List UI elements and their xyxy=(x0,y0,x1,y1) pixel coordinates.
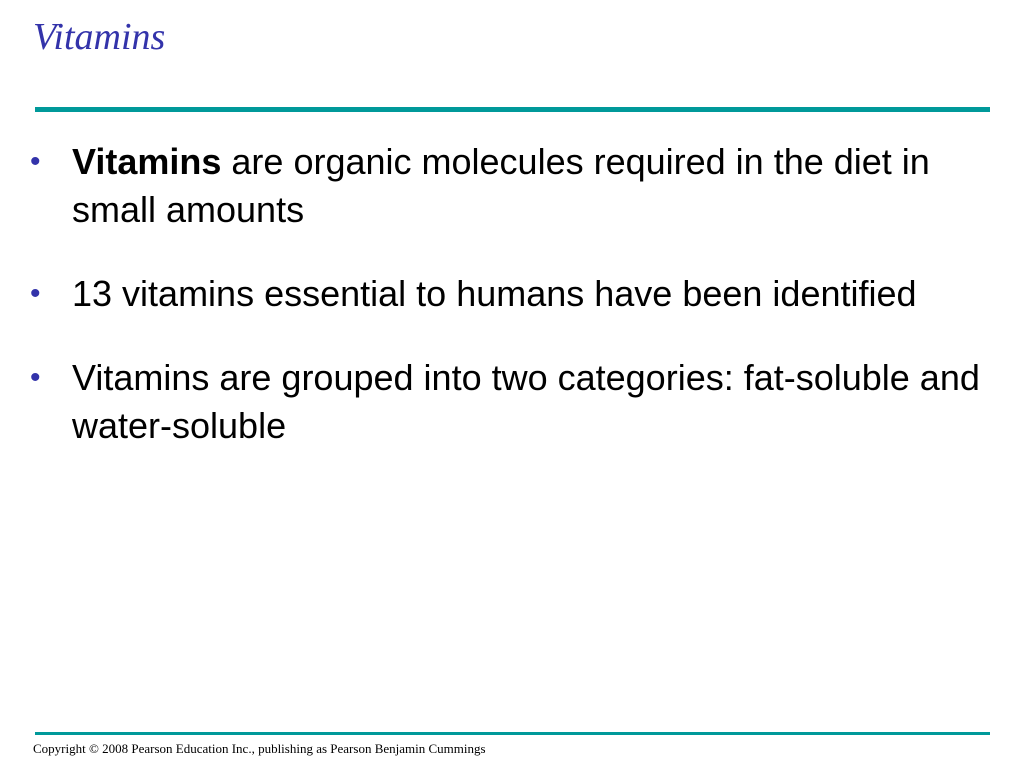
bullet-item xyxy=(30,138,980,234)
title-divider xyxy=(35,107,990,112)
bullet-marker-icon: • xyxy=(30,145,41,178)
bullet-text: 13 vitamins essential to humans have been identified xyxy=(72,273,917,314)
bullet-marker-icon: • xyxy=(30,277,41,310)
slide-title: Vitamins xyxy=(33,16,166,58)
bullet-list xyxy=(30,138,980,486)
bullet-text: are organic molecules required in the diet in small amounts xyxy=(72,141,930,230)
bullet-item xyxy=(30,354,980,450)
bullet-marker-icon: • xyxy=(30,361,41,394)
copyright-footer: Copyright © 2008 Pearson Education Inc., publishing as Pearson Benjamin Cummings xyxy=(33,741,486,756)
bullet-item xyxy=(30,270,980,318)
footer-divider xyxy=(35,732,990,735)
bullet-term: Vitamins xyxy=(72,141,222,182)
bullet-text: Vitamins are grouped into two categories: fat-soluble and water-soluble xyxy=(72,357,980,446)
